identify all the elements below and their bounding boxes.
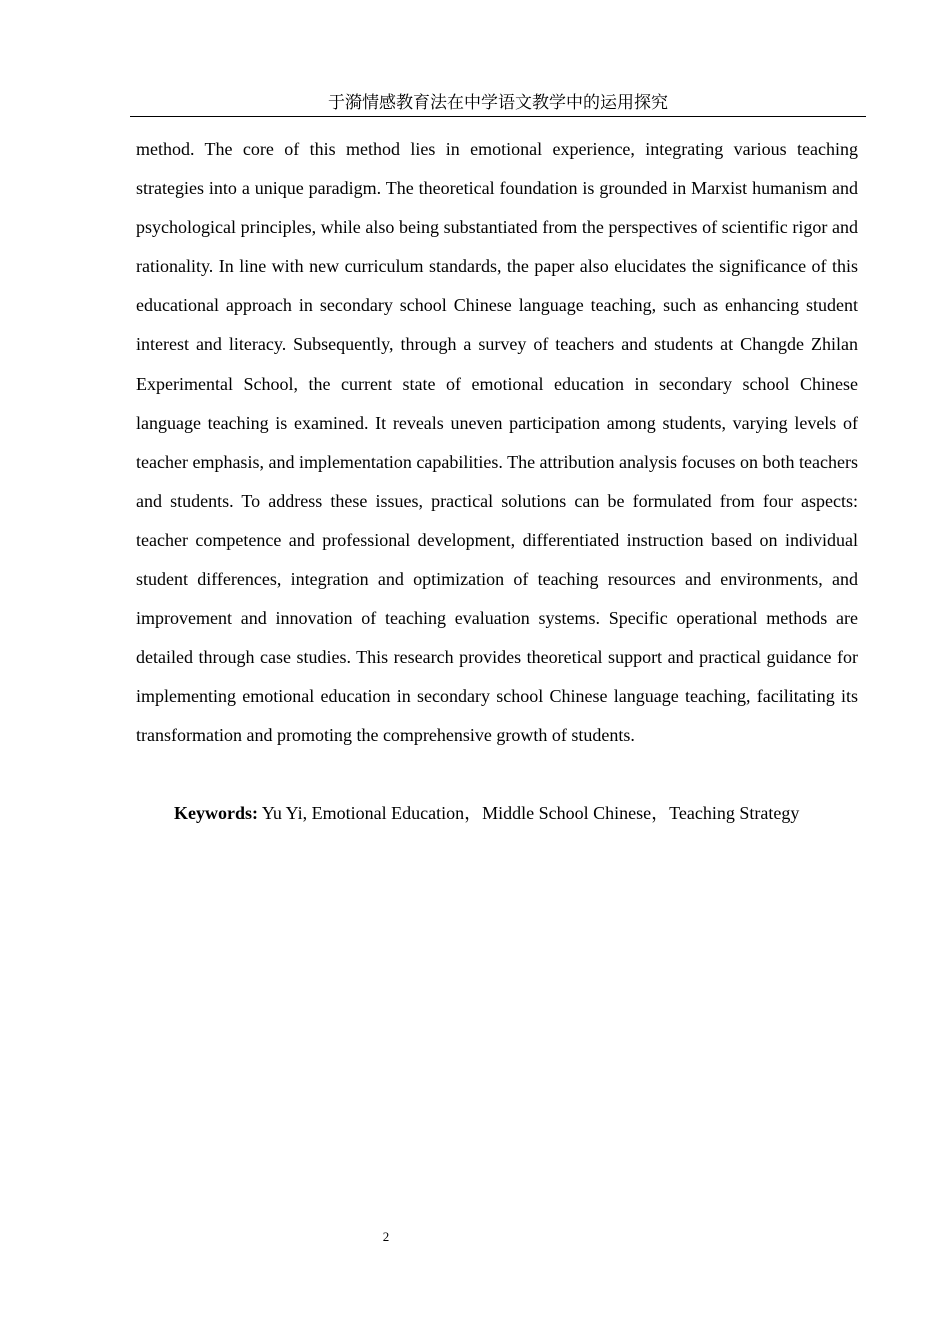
keywords-value: Yu Yi, Emotional Education，Middle School Chinese，Teaching Strategy xyxy=(258,803,800,823)
abstract-paragraph: method. The core of this method lies in emotional experience, integrating various teaching strategies into a unique paradigm. The theoretical foundation is grounded in Marxist humanism and psychological principles, while also being substantiated from the perspectives of scientific rigor and rationality. In line with new curriculum standards, the paper also elucidates the significance of this educational approach in secondary school Chinese language teaching, such as enhancing student interest and literacy. Subsequently, through a survey of teachers and students at Changde Zhilan Experimental School, the current state of emotional education in secondary school Chinese language teaching is examined. It reveals uneven participation among students, varying levels of teacher emphasis, and implementation capabilities. The attribution analysis focuses on both teachers and students. To address these issues, practical solutions can be formulated from four aspects: teacher competence and professional development, differentiated instruction based on individual student differences, integration and optimization of teaching resources and environments, and improvement and innovation of teaching evaluation systems. Specific operational methods are detailed through case studies. This research provides theoretical support and practical guidance for implementing emotional education in secondary school Chinese language teaching, facilitating its transformation and promoting the comprehensive growth of students. xyxy=(136,139,858,746)
page-number: 2 xyxy=(382,1229,390,1244)
running-header-title: 于漪情感教育法在中学语文教学中的运用探究 xyxy=(328,93,668,113)
keywords-line xyxy=(174,798,874,828)
keywords-label: Keywords: xyxy=(174,803,258,823)
running-header xyxy=(130,90,866,117)
